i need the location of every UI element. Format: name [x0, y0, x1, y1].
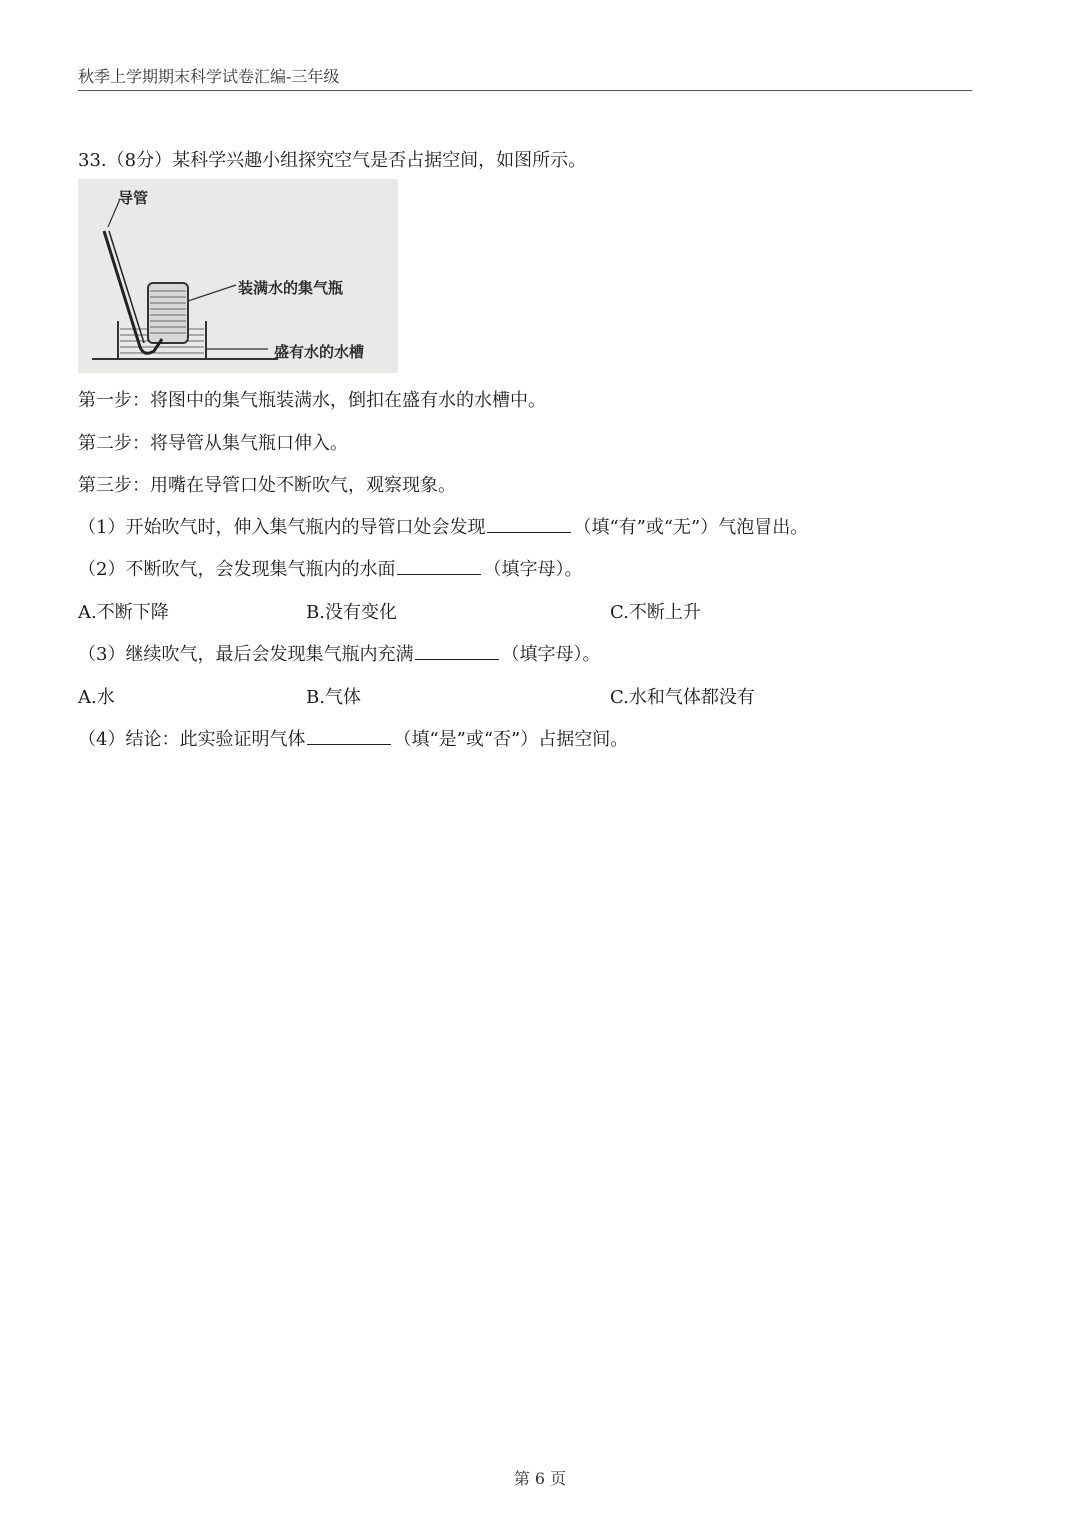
q4-text-after: （填“是”或“否”）占据空间。	[393, 729, 629, 750]
answer-blank-1[interactable]	[487, 514, 571, 533]
sub-question-4	[78, 725, 628, 751]
sub-question-3	[78, 640, 600, 666]
sub-question-1	[78, 513, 808, 539]
answer-blank-2[interactable]	[397, 556, 481, 575]
q3-option-a: A.水	[78, 687, 115, 708]
label-tube: 导管	[118, 189, 149, 207]
q1-text-before: （1）开始吹气时，伸入集气瓶内的导管口处会发现	[78, 517, 486, 538]
answer-blank-3[interactable]	[415, 641, 499, 660]
q2-text-after: （填字母）。	[483, 559, 583, 580]
question-stem: 33.（8分）某科学兴趣小组探究空气是否占据空间，如图所示。	[78, 150, 587, 171]
answer-blank-4[interactable]	[307, 726, 391, 745]
label-water-trough: 盛有水的水槽	[274, 343, 365, 361]
step-3: 第三步：用嘴在导管口处不断吹气，观察现象。	[78, 475, 456, 496]
q2-option-a: A.不断下降	[78, 602, 169, 623]
sub-question-2	[78, 555, 582, 581]
q3-options	[78, 683, 878, 709]
step-2: 第二步：将导管从集气瓶口伸入。	[78, 433, 348, 454]
document-header: 秋季上学期期末科学试卷汇编-三年级	[78, 67, 340, 86]
q3-text-after: （填字母）。	[501, 644, 601, 665]
q3-option-c: C.水和气体都没有	[610, 687, 755, 708]
q2-option-c: C.不断上升	[610, 602, 701, 623]
q2-option-b: B.没有变化	[306, 602, 397, 623]
label-gas-bottle: 装满水的集气瓶	[238, 279, 344, 297]
q3-option-b: B.气体	[306, 687, 361, 708]
q2-text-before: （2）不断吹气，会发现集气瓶内的水面	[78, 559, 396, 580]
experiment-figure	[78, 179, 398, 373]
q1-text-after: （填“有”或“无”）气泡冒出。	[573, 517, 809, 538]
q3-text-before: （3）继续吹气，最后会发现集气瓶内充满	[78, 644, 414, 665]
q4-text-before: （4）结论：此实验证明气体	[78, 729, 306, 750]
page-number: 第 6 页	[513, 1469, 567, 1488]
header-divider	[78, 90, 972, 91]
q2-options	[78, 598, 878, 624]
step-1: 第一步：将图中的集气瓶装满水，倒扣在盛有水的水槽中。	[78, 390, 546, 411]
